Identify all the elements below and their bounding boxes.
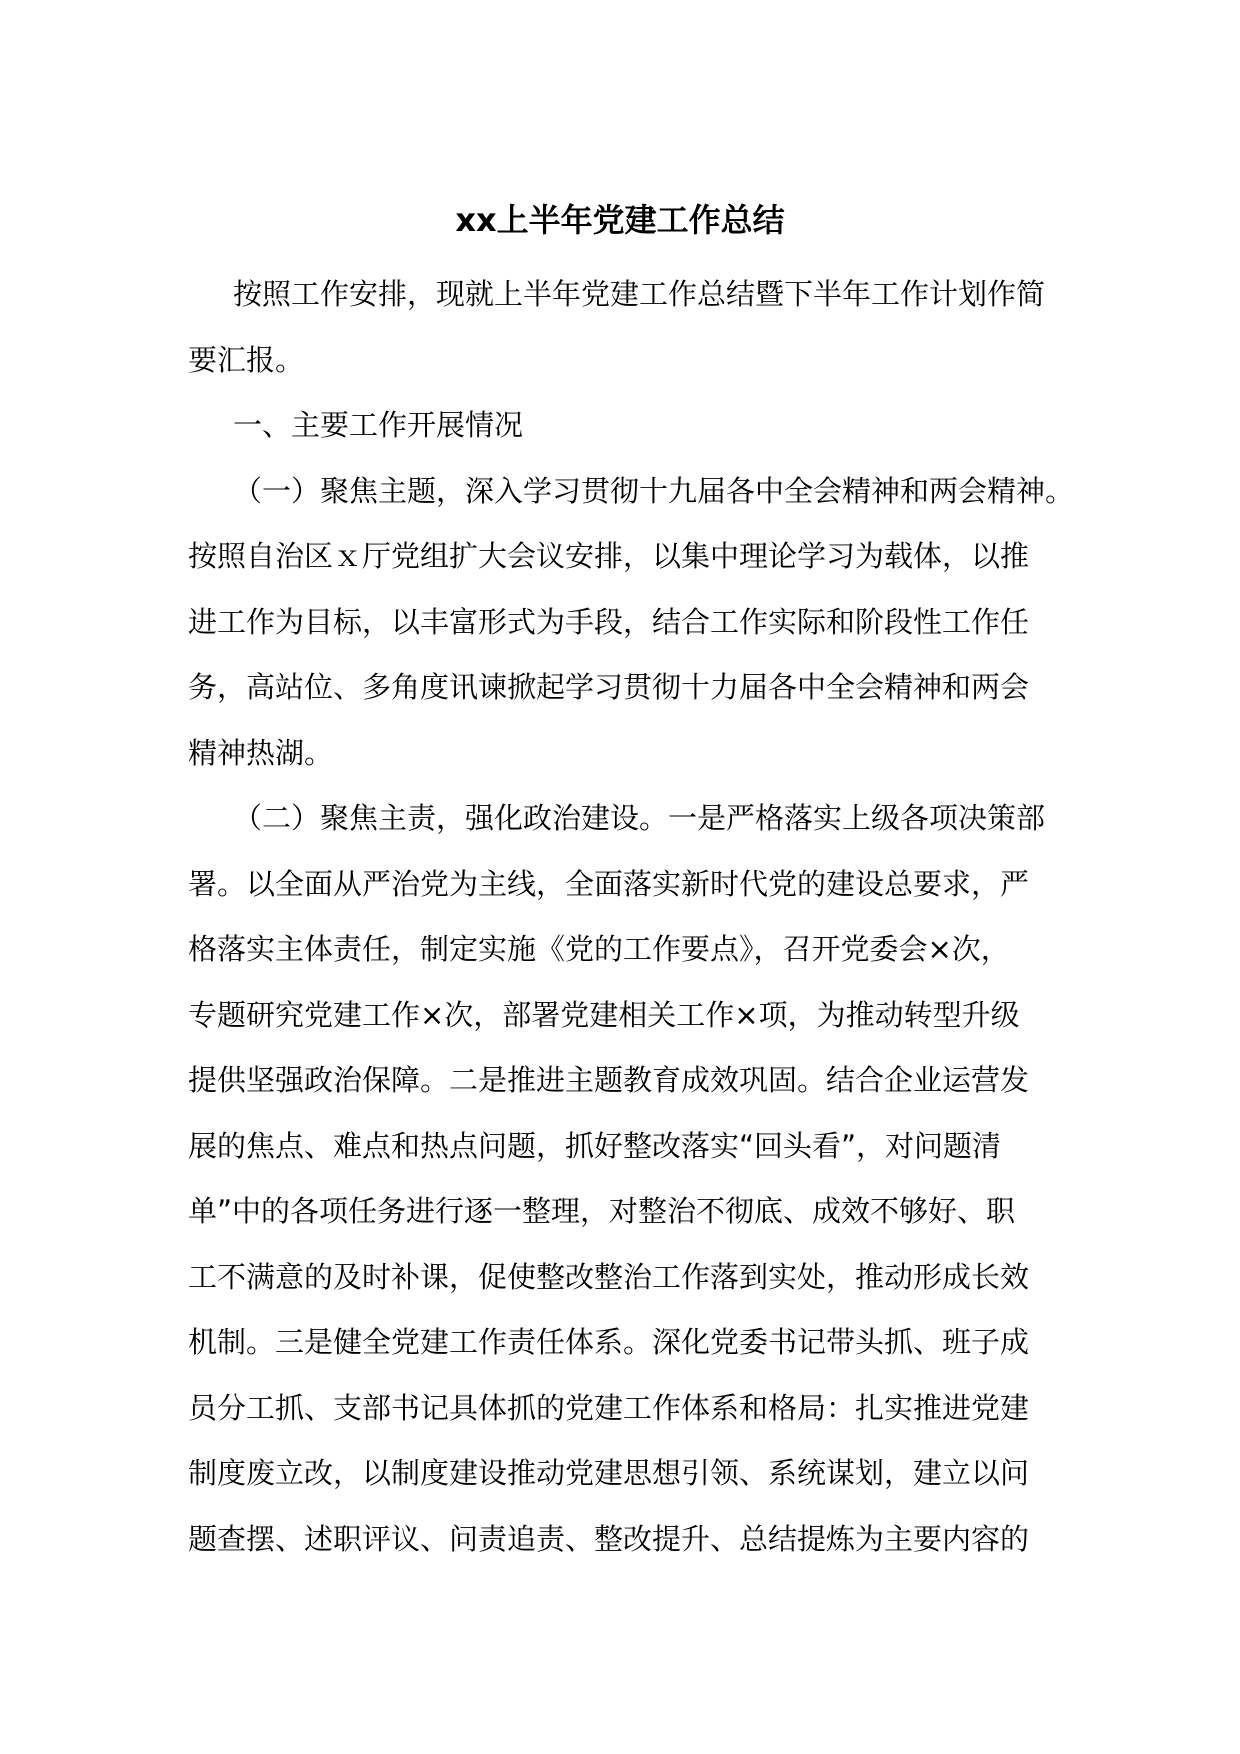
document-body (188, 262, 1075, 1572)
paragraph-line: 进工作为目标，以丰富形式为手段，结合工作实际和阶段性工作任 (188, 604, 1030, 639)
paragraph-line: 精神热湖。 (188, 735, 334, 770)
paragraph-line: 单”中的各项任务进行逐一整理，对整治不彻底、成效不够好、职 (188, 1194, 1016, 1228)
paragraph-line: 机制。三是健全党建工作责任体系。深化党委书记带头抓、班子成 (188, 1325, 1030, 1359)
paragraph-line: 格落实主体责任，制定实施《党的工作要点》，召开党委会×次， (188, 932, 1010, 966)
paragraph-line: 工不满意的及时补课，促使整改整治工作落到实处，推动形成长效 (188, 1259, 1030, 1294)
paragraph-line: 专题研究党建工作×次，部署党建相关工作×项，为推动转型升级 (188, 997, 1020, 1032)
paragraph-line: 署。以全面从严治党为主线，全面落实新时代党的建设总要求，严 (188, 866, 1030, 901)
paragraph-line: 员分工抓、支部书记具体抓的党建工作体系和格局：扎实推进党建 (188, 1390, 1030, 1425)
paragraph-line: 按照自治区ｘ厅党组扩大会议安排，以集中理论学习为载体，以推 (188, 539, 1030, 573)
paragraph-line: 制度废立改，以制度建设推动党建思想引领、系统谋划，建立以问 (188, 1456, 1030, 1490)
subsection-heading: （二）聚焦主责，强化政治建设。一是严格落实上级各项决策部 (233, 801, 1046, 835)
subsection-heading: （一）聚焦主题，深入学习贯彻十九届各中全会精神和两会精神。 (233, 473, 1075, 508)
paragraph-line: 展的焦点、难点和热点问题，抓好整改落实“回头看”，对问题清 (188, 1128, 1002, 1163)
paragraph-line: 务，高站位、多角度讯谏掀起学习贯彻十力届各中全会精神和两会 (188, 670, 1030, 704)
paragraph-line: 提供坚强政治保障。二是推进主题教育成效巩固。结合企业运营发 (188, 1063, 1030, 1097)
paragraph-line: 要汇报。 (188, 342, 305, 377)
paragraph-line: 题查摆、述职评议、问责追责、整改提升、总结提炼为主要内容的 (188, 1521, 1030, 1556)
paragraph-line: 按照工作安排，现就上半年党建工作总结暨下半年工作计划作简 (233, 277, 1046, 311)
document-title: xx上半年党建工作总结 (455, 201, 785, 239)
section-heading: 一、主要工作开展情况 (233, 408, 524, 442)
